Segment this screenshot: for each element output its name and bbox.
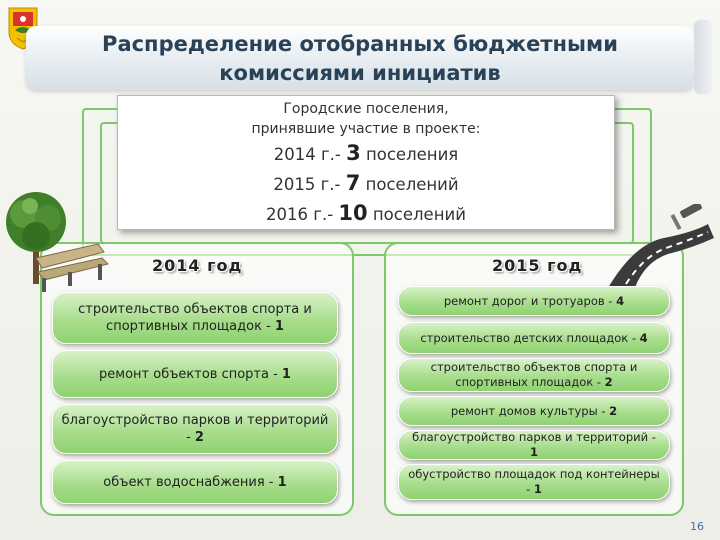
item-label: благоустройство парков и территорий - (61, 413, 329, 445)
item-count: 2 (194, 430, 204, 445)
list-item-2015 (398, 286, 670, 316)
item-text (407, 360, 661, 390)
road-paving-icon (604, 204, 716, 292)
row-count: 10 (338, 201, 368, 225)
row-suffix: поселения (360, 145, 459, 164)
item-text (61, 412, 329, 446)
item-text (99, 366, 291, 383)
item-label: благоустройство парков и территорий - (412, 430, 656, 444)
summary-heading (118, 99, 614, 139)
item-label: обустройство площадок под контейнеры - (408, 467, 660, 496)
year-label-2015: 2015 год (492, 256, 583, 275)
summary-row-2014 (118, 139, 614, 169)
list-item-2015 (398, 464, 670, 500)
item-count: 1 (533, 482, 542, 496)
item-text (103, 474, 286, 491)
item-text (420, 331, 647, 346)
item-label: ремонт домов культуры - (450, 403, 610, 418)
summary-heading-line-2: принявшие участие в проекте: (251, 121, 481, 137)
list-item-2014 (52, 404, 338, 454)
item-label: строительство объектов спорта и спортивных площадок - (78, 302, 312, 334)
item-label: ремонт дорог и тротуаров - (443, 293, 617, 308)
item-text (61, 301, 329, 335)
list-item-2015 (398, 322, 670, 354)
page-title (60, 30, 660, 88)
summary-heading-line-1: Городские поселения, (283, 101, 449, 117)
item-label: строительство объектов спорта и спортивных площадок - (430, 360, 638, 389)
page-number: 16 (690, 520, 704, 533)
list-item-2015 (398, 430, 670, 460)
item-count: 2 (609, 403, 618, 418)
row-prefix: 2016 г.- (266, 205, 339, 224)
item-text (444, 294, 624, 309)
row-prefix: 2014 г.- (273, 145, 347, 164)
item-count: 1 (274, 319, 284, 334)
row-prefix: 2015 г.- (273, 175, 346, 194)
item-text (407, 467, 661, 497)
item-count: 4 (639, 330, 648, 345)
item-count: 1 (529, 445, 538, 459)
bench-icon (28, 238, 112, 294)
row-suffix: поселений (360, 175, 459, 194)
summary-row-2015 (118, 169, 614, 199)
row-count: 3 (346, 141, 361, 165)
item-label: объект водоснабжения - (103, 474, 278, 490)
item-text (451, 404, 617, 419)
year-label-2014: 2014 год (152, 256, 243, 275)
list-item-2014 (52, 292, 338, 344)
item-label: строительство детских площадок - (420, 330, 640, 345)
list-item-2015 (398, 358, 670, 392)
item-count: 1 (281, 366, 291, 382)
summary-box (117, 95, 615, 230)
list-item-2014 (52, 350, 338, 398)
list-item-2014 (52, 460, 338, 504)
item-label: ремонт объектов спорта - (99, 366, 282, 382)
title-line-1: Распределение отобранных бюджетными (102, 32, 618, 56)
title-line-2: комиссиями инициатив (219, 61, 501, 85)
list-item-2015 (398, 396, 670, 426)
item-count: 2 (604, 375, 613, 389)
item-text (407, 430, 661, 460)
item-count: 4 (616, 293, 625, 308)
summary-row-2016 (118, 199, 614, 229)
row-suffix: поселений (367, 205, 466, 224)
corner-decoration (694, 20, 712, 94)
row-count: 7 (345, 171, 361, 195)
item-count: 1 (277, 474, 287, 490)
